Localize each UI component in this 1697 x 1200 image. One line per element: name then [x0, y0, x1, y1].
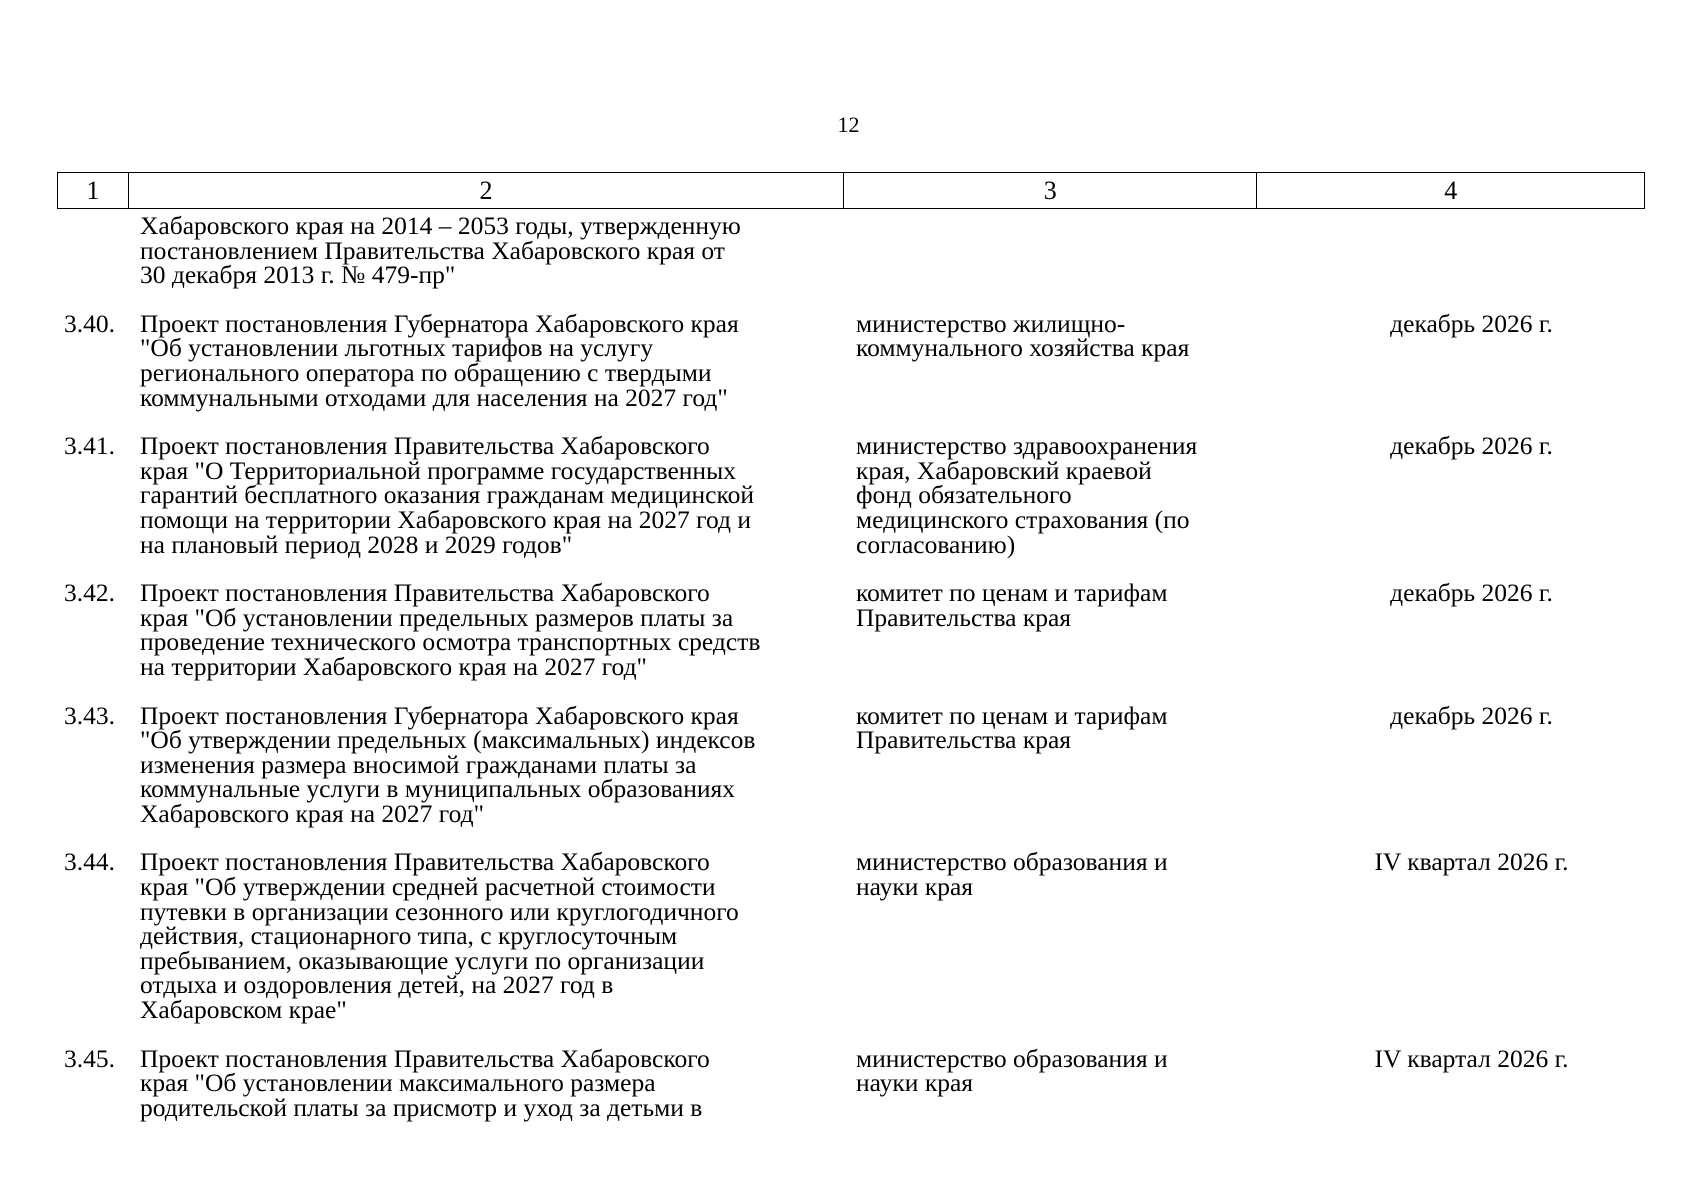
row-number: 3.45. [64, 1043, 115, 1073]
title-line: Хабаровского края на 2014 – 2053 годы, утвержденную [140, 211, 741, 240]
table-header-row [57, 172, 1645, 209]
row-number: 3.44. [64, 847, 115, 877]
row-deadline: декабрь 2026 г. [1390, 700, 1553, 730]
row-deadline: декабрь 2026 г. [1390, 578, 1553, 608]
row-executor [856, 214, 1270, 288]
row-title [140, 308, 856, 412]
table-row [57, 211, 1645, 290]
title-line: Хабаровского края на 2027 год" [140, 798, 485, 828]
row-deadline: IV квартал 2026 г. [1374, 1043, 1569, 1073]
executor-line: комитет по ценам и тарифам [856, 700, 1168, 730]
row-title [140, 211, 856, 290]
title-line: коммунальными отходами для населения на 2027 год" [140, 382, 728, 412]
row-title [140, 847, 856, 1025]
header-col-1: 1 [58, 173, 129, 208]
title-line: Проект постановления Правительства Хабаровского [140, 578, 710, 608]
title-line: края "О Территориальной программе государственных [140, 455, 736, 485]
title-line: помощи на территории Хабаровского края на 2027 год и [140, 504, 752, 534]
title-line: Проект постановления Губернатора Хабаровского края [140, 308, 739, 338]
row-title [140, 578, 856, 681]
title-line: края "Об установлении максимального размера [140, 1068, 656, 1098]
title-line: пребыванием, оказывающие услуги по организации [140, 945, 705, 975]
row-executor [856, 431, 1270, 559]
executor-line: медицинского страхования (по [856, 504, 1190, 534]
title-line: постановлением Правительства Хабаровского края от [140, 235, 725, 265]
title-line: "Об утверждении предельных (максимальных) индексов [140, 725, 756, 755]
row-number [57, 214, 140, 288]
table-body [57, 211, 1645, 1122]
header-col-2: 2 [129, 173, 844, 208]
executor-line: коммунального хозяйства края [856, 333, 1190, 363]
row-executor [856, 578, 1270, 679]
title-line: отдыха и оздоровления детей, на 2027 год в [140, 970, 614, 1000]
table-row [57, 1043, 1645, 1122]
title-line: гарантий бесплатного оказания гражданам медицинской [140, 480, 754, 510]
title-line: Проект постановления Правительства Хабаровского [140, 431, 710, 461]
row-executor [856, 847, 1270, 1022]
executor-line: фонд обязательного [856, 480, 1072, 510]
row-deadline: декабрь 2026 г. [1390, 308, 1553, 338]
header-col-3: 3 [844, 173, 1257, 208]
executor-line: комитет по ценам и тарифам [856, 578, 1168, 608]
title-line: родительской платы за присмотр и уход за детьми в [140, 1092, 703, 1122]
row-deadline [1270, 214, 1645, 288]
executor-line: науки края [856, 872, 974, 902]
table-row [57, 431, 1645, 559]
executor-line: Правительства края [856, 602, 1072, 632]
title-line: Проект постановления Правительства Хабаровского [140, 847, 710, 877]
row-number: 3.43. [64, 700, 115, 730]
row-number: 3.40. [64, 308, 115, 338]
title-line: Хабаровском крае" [140, 995, 347, 1025]
executor-line: Правительства края [856, 725, 1072, 755]
executor-line: министерство жилищно- [856, 308, 1126, 338]
row-executor [856, 1043, 1270, 1121]
row-executor [856, 308, 1270, 410]
title-line: действия, стационарного типа, с круглосуточным [140, 921, 678, 951]
executor-line: министерство образования и [856, 1043, 1168, 1073]
title-line: 30 декабря 2013 г. № 479-пр" [140, 260, 456, 290]
header-col-4: 4 [1444, 176, 1458, 205]
title-line: Проект постановления Губернатора Хабаровского края [140, 700, 739, 730]
title-line: путевки в организации сезонного или круглогодичного [140, 896, 739, 926]
title-line: "Об установлении льготных тарифов на услугу [140, 333, 654, 363]
row-number: 3.42. [64, 578, 115, 608]
row-executor [856, 700, 1270, 827]
executor-line: министерство образования и [856, 847, 1168, 877]
title-line: на плановый период 2028 и 2029 годов" [140, 529, 573, 559]
row-deadline: IV квартал 2026 г. [1374, 847, 1569, 877]
row-deadline: декабрь 2026 г. [1390, 431, 1553, 461]
executor-line: согласованию) [856, 529, 1016, 559]
title-line: края "Об установлении предельных размеров платы за [140, 602, 734, 632]
row-title [140, 431, 856, 559]
executor-line: края, Хабаровский краевой [856, 455, 1152, 485]
table-row [57, 700, 1645, 828]
row-title [140, 700, 856, 828]
title-line: регионального оператора по обращению с твердыми [140, 357, 712, 387]
title-line: проведение технического осмотра транспортных средств [140, 627, 761, 657]
table-row [57, 308, 1645, 412]
title-line: коммунальные услуги в муниципальных образованиях [140, 774, 736, 804]
title-line: края "Об утверждении средней расчетной стоимости [140, 872, 716, 902]
table-row [57, 578, 1645, 681]
title-line: изменения размера вносимой гражданами платы за [140, 749, 697, 779]
page-number: 12 [837, 112, 860, 137]
table-row [57, 847, 1645, 1025]
executor-line: науки края [856, 1068, 974, 1098]
row-title [140, 1043, 856, 1122]
title-line: Проект постановления Правительства Хабаровского [140, 1043, 710, 1073]
executor-line: министерство здравоохранения [856, 431, 1198, 461]
title-line: на территории Хабаровского края на 2027 год" [140, 651, 647, 681]
row-number: 3.41. [64, 431, 115, 461]
